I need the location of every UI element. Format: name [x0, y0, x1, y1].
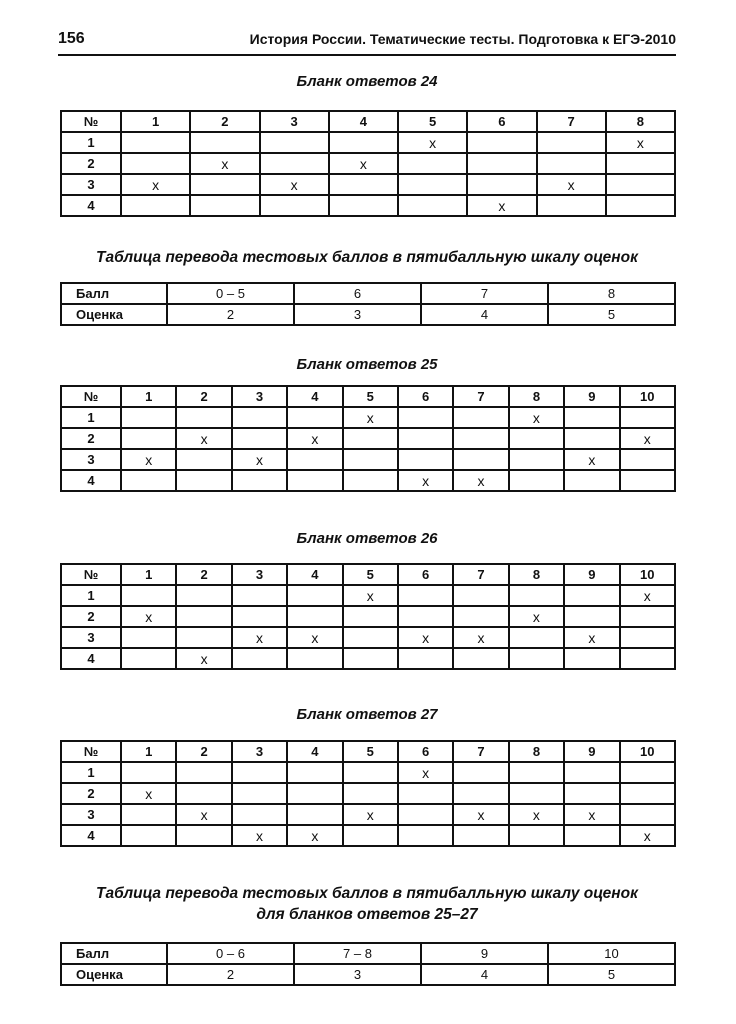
- blank24-title: Бланк ответов 24: [296, 73, 438, 90]
- column-header: 5: [343, 741, 398, 762]
- column-header: 4: [329, 111, 398, 132]
- answer-cell: [509, 648, 564, 669]
- grade-cell: 5: [548, 304, 675, 325]
- column-header: 8: [509, 741, 564, 762]
- answer-cell: [232, 762, 287, 783]
- column-header: 7: [453, 386, 508, 407]
- answer-cell: x: [620, 585, 675, 606]
- answer-cell: x: [121, 449, 176, 470]
- answer-cell: x: [287, 627, 342, 648]
- answer-cell: [232, 470, 287, 491]
- column-header: 8: [509, 564, 564, 585]
- answer-cell: [232, 783, 287, 804]
- table-row: [61, 153, 675, 174]
- answer-cell: [343, 762, 398, 783]
- answer-cell: [509, 825, 564, 846]
- conversion-table-1: [60, 282, 676, 326]
- column-header: 3: [232, 386, 287, 407]
- answer-cell: [287, 449, 342, 470]
- answer-cell: [343, 825, 398, 846]
- answer-cell: [190, 174, 259, 195]
- answer-cell: [176, 470, 231, 491]
- answer-cell: x: [467, 195, 536, 216]
- answer-cell: [121, 585, 176, 606]
- row-label: 1: [61, 585, 121, 606]
- answer-cell: x: [260, 174, 329, 195]
- row-label: 4: [61, 195, 121, 216]
- answer-cell: [176, 606, 231, 627]
- answer-table-25: [60, 385, 676, 492]
- answer-cell: [537, 132, 606, 153]
- page-header: [58, 28, 676, 56]
- answer-cell: [398, 825, 453, 846]
- answer-cell: [260, 153, 329, 174]
- answer-cell: x: [606, 132, 675, 153]
- answer-cell: [620, 627, 675, 648]
- answer-cell: [398, 804, 453, 825]
- conversion-table-2: [60, 942, 676, 986]
- column-header: 6: [398, 564, 453, 585]
- answer-cell: x: [453, 627, 508, 648]
- row-label: 2: [61, 428, 121, 449]
- column-header: 6: [398, 386, 453, 407]
- answer-cell: x: [343, 585, 398, 606]
- answer-cell: [287, 648, 342, 669]
- answer-cell: [398, 407, 453, 428]
- answer-table-27: [60, 740, 676, 847]
- answer-cell: x: [176, 648, 231, 669]
- answer-cell: [176, 585, 231, 606]
- answer-cell: x: [232, 449, 287, 470]
- answer-cell: [398, 195, 467, 216]
- answer-cell: [176, 762, 231, 783]
- answer-cell: [121, 825, 176, 846]
- answer-cell: x: [509, 606, 564, 627]
- running-title: История России. Тематические тесты. Подготовка к ЕГЭ-2010: [249, 31, 676, 47]
- answer-cell: [232, 585, 287, 606]
- grade-label: Оценка: [61, 304, 167, 325]
- row-label: 3: [61, 804, 121, 825]
- grade-label: Оценка: [61, 964, 167, 985]
- table-header-row: [61, 111, 675, 132]
- answer-cell: x: [190, 153, 259, 174]
- column-header: 6: [398, 741, 453, 762]
- answer-cell: [564, 585, 619, 606]
- column-header: 5: [343, 564, 398, 585]
- answer-cell: x: [176, 804, 231, 825]
- answer-cell: [121, 153, 190, 174]
- answer-cell: [398, 783, 453, 804]
- column-header: 9: [564, 386, 619, 407]
- answer-cell: [564, 606, 619, 627]
- column-header: 2: [190, 111, 259, 132]
- table-row: [61, 762, 675, 783]
- grade-cell: 3: [294, 964, 421, 985]
- answer-cell: x: [620, 825, 675, 846]
- answer-cell: [564, 407, 619, 428]
- answer-cell: [606, 153, 675, 174]
- answer-cell: x: [343, 407, 398, 428]
- column-header: 7: [453, 564, 508, 585]
- answer-cell: [564, 648, 619, 669]
- answer-cell: [453, 825, 508, 846]
- column-header: 10: [620, 741, 675, 762]
- answer-cell: x: [398, 132, 467, 153]
- answer-cell: x: [287, 428, 342, 449]
- answer-cell: x: [287, 825, 342, 846]
- answer-cell: [176, 407, 231, 428]
- table-row: [61, 627, 675, 648]
- answer-cell: [620, 783, 675, 804]
- answer-table-26: [60, 563, 676, 670]
- answer-cell: [606, 195, 675, 216]
- column-header: 9: [564, 741, 619, 762]
- answer-cell: [509, 449, 564, 470]
- number-sign-header: №: [61, 386, 121, 407]
- column-header: 4: [287, 741, 342, 762]
- answer-cell: [343, 449, 398, 470]
- column-header: 1: [121, 564, 176, 585]
- answer-cell: [121, 470, 176, 491]
- answer-cell: [509, 470, 564, 491]
- answer-cell: [121, 648, 176, 669]
- answer-cell: x: [453, 470, 508, 491]
- answer-cell: [606, 174, 675, 195]
- answer-cell: [537, 195, 606, 216]
- answer-cell: [620, 606, 675, 627]
- score-cell: 10: [548, 943, 675, 964]
- table-header-row: [61, 564, 675, 585]
- row-label: 4: [61, 825, 121, 846]
- answer-cell: [453, 783, 508, 804]
- answer-cell: [620, 648, 675, 669]
- column-header: 10: [620, 564, 675, 585]
- answer-cell: [329, 195, 398, 216]
- answer-cell: [232, 428, 287, 449]
- table-row: [61, 783, 675, 804]
- answer-cell: [343, 606, 398, 627]
- table-row: [61, 470, 675, 491]
- row-label: 2: [61, 606, 121, 627]
- answer-cell: x: [564, 804, 619, 825]
- answer-cell: x: [121, 783, 176, 804]
- answer-cell: [620, 470, 675, 491]
- answer-cell: [398, 449, 453, 470]
- answer-cell: [121, 407, 176, 428]
- answer-cell: [467, 174, 536, 195]
- answer-cell: [343, 470, 398, 491]
- answer-cell: [509, 783, 564, 804]
- answer-cell: x: [564, 627, 619, 648]
- row-label: 4: [61, 648, 121, 669]
- score-row: [61, 943, 675, 964]
- column-header: 9: [564, 564, 619, 585]
- answer-cell: [564, 762, 619, 783]
- table-header-row: [61, 741, 675, 762]
- row-label: 3: [61, 174, 121, 195]
- answer-cell: x: [509, 804, 564, 825]
- table-header-row: [61, 386, 675, 407]
- answer-cell: [398, 648, 453, 669]
- answer-cell: [287, 407, 342, 428]
- conversion2-title: [58, 883, 676, 925]
- answer-cell: x: [398, 470, 453, 491]
- answer-cell: [398, 428, 453, 449]
- column-header: 2: [176, 386, 231, 407]
- answer-cell: [453, 449, 508, 470]
- row-label: 1: [61, 407, 121, 428]
- row-label: 1: [61, 132, 121, 153]
- answer-cell: [121, 804, 176, 825]
- answer-cell: [287, 470, 342, 491]
- column-header: 3: [260, 111, 329, 132]
- answer-cell: [176, 825, 231, 846]
- answer-cell: [190, 195, 259, 216]
- column-header: 3: [232, 564, 287, 585]
- score-cell: 9: [421, 943, 548, 964]
- answer-cell: [343, 627, 398, 648]
- answer-cell: x: [398, 627, 453, 648]
- answer-cell: [564, 470, 619, 491]
- answer-cell: [509, 627, 564, 648]
- score-label: Балл: [61, 943, 167, 964]
- column-header: 4: [287, 564, 342, 585]
- answer-cell: [453, 762, 508, 783]
- answer-cell: x: [176, 428, 231, 449]
- column-header: 5: [343, 386, 398, 407]
- answer-cell: [453, 606, 508, 627]
- answer-cell: [343, 428, 398, 449]
- answer-cell: [329, 174, 398, 195]
- row-label: 1: [61, 762, 121, 783]
- blank26-title: Бланк ответов 26: [296, 530, 438, 547]
- grade-cell: 4: [421, 304, 548, 325]
- answer-cell: [564, 783, 619, 804]
- answer-cell: [287, 804, 342, 825]
- answer-cell: [343, 648, 398, 669]
- answer-cell: x: [620, 428, 675, 449]
- answer-cell: [620, 449, 675, 470]
- column-header: 7: [453, 741, 508, 762]
- answer-cell: [176, 449, 231, 470]
- answer-cell: [287, 606, 342, 627]
- column-header: 8: [606, 111, 675, 132]
- grade-row: [61, 304, 675, 325]
- score-cell: 0 – 5: [167, 283, 294, 304]
- answer-cell: [232, 407, 287, 428]
- answer-cell: [176, 783, 231, 804]
- column-header: 3: [232, 741, 287, 762]
- answer-table-24: [60, 110, 676, 217]
- answer-cell: x: [509, 407, 564, 428]
- answer-cell: [537, 153, 606, 174]
- answer-cell: [232, 804, 287, 825]
- answer-cell: [620, 762, 675, 783]
- answer-cell: x: [398, 762, 453, 783]
- answer-cell: [232, 648, 287, 669]
- score-cell: 7: [421, 283, 548, 304]
- answer-cell: [564, 428, 619, 449]
- answer-cell: [176, 627, 231, 648]
- row-label: 3: [61, 627, 121, 648]
- answer-cell: x: [121, 606, 176, 627]
- grade-cell: 3: [294, 304, 421, 325]
- answer-cell: x: [537, 174, 606, 195]
- answer-cell: x: [453, 804, 508, 825]
- answer-cell: [509, 428, 564, 449]
- conversion2-title-line2: для бланков ответов 25–27: [256, 906, 478, 923]
- row-label: 4: [61, 470, 121, 491]
- answer-cell: [467, 132, 536, 153]
- table-row: [61, 825, 675, 846]
- grade-row: [61, 964, 675, 985]
- answer-cell: [121, 428, 176, 449]
- answer-cell: [343, 783, 398, 804]
- answer-cell: [329, 132, 398, 153]
- score-label: Балл: [61, 283, 167, 304]
- answer-cell: [121, 195, 190, 216]
- answer-cell: x: [329, 153, 398, 174]
- answer-cell: [398, 585, 453, 606]
- column-header: 8: [509, 386, 564, 407]
- answer-cell: x: [121, 174, 190, 195]
- answer-cell: [260, 195, 329, 216]
- answer-cell: [232, 606, 287, 627]
- table-row: [61, 585, 675, 606]
- table-row: [61, 407, 675, 428]
- answer-cell: [287, 585, 342, 606]
- answer-cell: [260, 132, 329, 153]
- grade-cell: 4: [421, 964, 548, 985]
- answer-cell: [453, 407, 508, 428]
- answer-cell: [121, 132, 190, 153]
- answer-cell: [398, 153, 467, 174]
- answer-cell: [121, 762, 176, 783]
- answer-cell: [453, 428, 508, 449]
- table-row: [61, 648, 675, 669]
- row-label: 2: [61, 783, 121, 804]
- number-sign-header: №: [61, 111, 121, 132]
- column-header: 6: [467, 111, 536, 132]
- answer-cell: x: [232, 825, 287, 846]
- row-label: 3: [61, 449, 121, 470]
- answer-cell: [453, 648, 508, 669]
- number-sign-header: №: [61, 741, 121, 762]
- answer-cell: x: [343, 804, 398, 825]
- column-header: 1: [121, 111, 190, 132]
- grade-cell: 5: [548, 964, 675, 985]
- column-header: 1: [121, 741, 176, 762]
- table-row: [61, 449, 675, 470]
- table-row: [61, 428, 675, 449]
- column-header: 4: [287, 386, 342, 407]
- blank27-title: Бланк ответов 27: [296, 706, 438, 723]
- answer-cell: [467, 153, 536, 174]
- score-cell: 0 – 6: [167, 943, 294, 964]
- answer-cell: [620, 804, 675, 825]
- answer-cell: [121, 627, 176, 648]
- answer-cell: [453, 585, 508, 606]
- grade-cell: 2: [167, 964, 294, 985]
- answer-cell: [509, 585, 564, 606]
- answer-cell: [287, 762, 342, 783]
- column-header: 2: [176, 564, 231, 585]
- conversion2-title-line1: Таблица перевода тестовых баллов в пятибалльную шкалу оценок: [96, 885, 638, 902]
- column-header: 7: [537, 111, 606, 132]
- column-header: 1: [121, 386, 176, 407]
- table-row: [61, 195, 675, 216]
- column-header: 2: [176, 741, 231, 762]
- answer-cell: [190, 132, 259, 153]
- table-row: [61, 804, 675, 825]
- answer-cell: x: [564, 449, 619, 470]
- score-row: [61, 283, 675, 304]
- table-row: [61, 132, 675, 153]
- table-row: [61, 606, 675, 627]
- table-row: [61, 174, 675, 195]
- answer-cell: [398, 174, 467, 195]
- page-number: 156: [58, 30, 85, 47]
- answer-cell: [509, 762, 564, 783]
- column-header: 5: [398, 111, 467, 132]
- answer-cell: x: [232, 627, 287, 648]
- answer-cell: [620, 407, 675, 428]
- number-sign-header: №: [61, 564, 121, 585]
- answer-cell: [398, 606, 453, 627]
- answer-cell: [564, 825, 619, 846]
- row-label: 2: [61, 153, 121, 174]
- answer-cell: [287, 783, 342, 804]
- score-cell: 6: [294, 283, 421, 304]
- column-header: 10: [620, 386, 675, 407]
- conversion1-title: Таблица перевода тестовых баллов в пятибалльную шкалу оценок: [96, 249, 638, 266]
- score-cell: 8: [548, 283, 675, 304]
- grade-cell: 2: [167, 304, 294, 325]
- blank25-title: Бланк ответов 25: [296, 356, 438, 373]
- score-cell: 7 – 8: [294, 943, 421, 964]
